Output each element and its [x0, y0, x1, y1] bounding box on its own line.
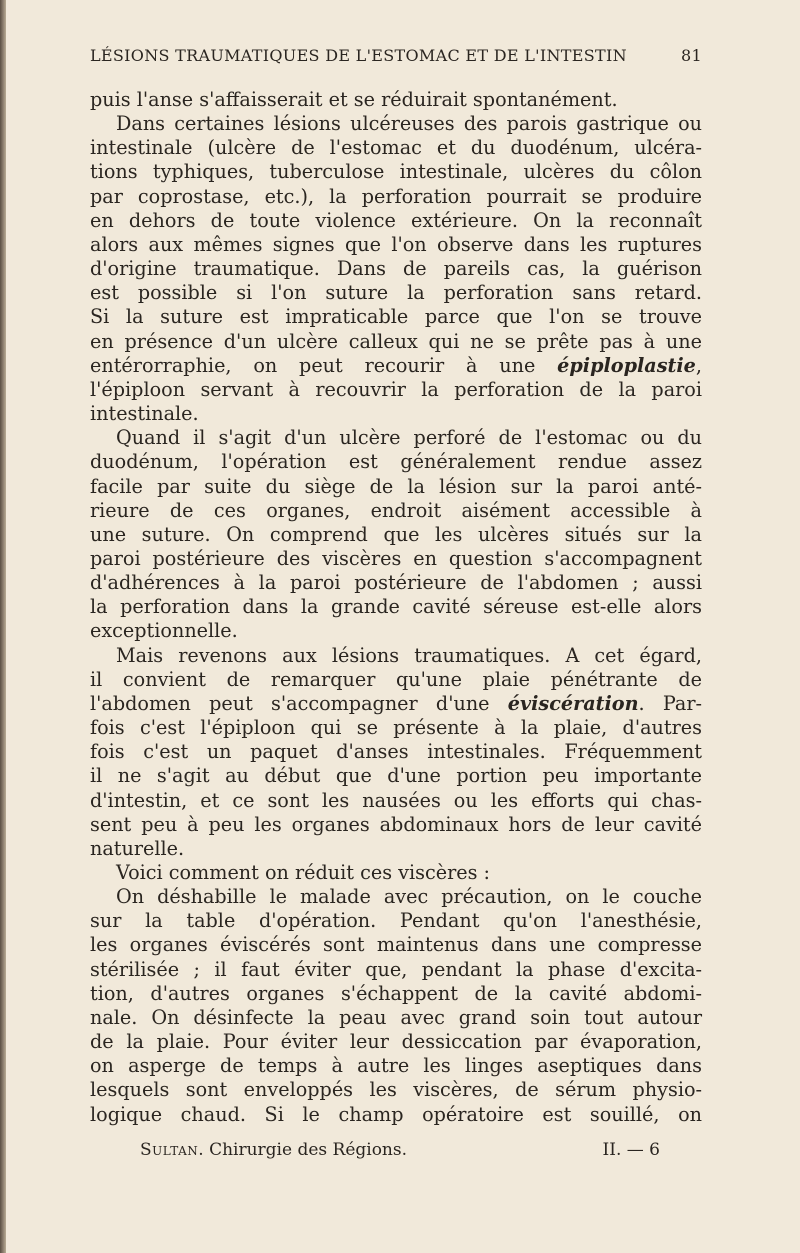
footer-signature: II. — 6	[602, 1140, 660, 1160]
text-line: paroi postérieure des viscères en question s'accompagnent	[90, 546, 702, 570]
text-line: fois c'est un paquet d'anses intestinales. Fréquemment	[90, 740, 702, 764]
text-line: d'origine traumatique. Dans de pareils cas, la guérison	[90, 257, 702, 281]
paragraph	[90, 88, 702, 112]
text-line: on asperge de temps à autre les linges aseptiques dans	[90, 1054, 702, 1078]
emphasized-term: épiploplastie	[557, 353, 696, 377]
text-line: fois c'est l'épiploon qui se présente à la plaie, d'autres	[90, 716, 702, 740]
page-binding-edge	[0, 0, 6, 1253]
text-line: une suture. On comprend que les ulcères situés sur la	[90, 522, 702, 546]
text-line: d'adhérences à la paroi postérieure de l'abdomen ; aussi	[90, 571, 702, 595]
text-line: intestinale.	[90, 402, 199, 426]
text-line: l'épiploon servant à recouvrir la perforation de la paroi	[90, 377, 702, 401]
text-line: logique chaud. Si le champ opératoire est souillé, on	[90, 1102, 702, 1126]
text-line: il convient de remarquer qu'une plaie pénétrante de	[90, 667, 702, 691]
text-line: Si la suture est impraticable parce que l'on se trouve	[90, 305, 702, 329]
footer-citation	[140, 1140, 407, 1160]
text-line: l'abdomen peut s'accompagner d'une éviscération. Par-	[90, 691, 703, 715]
emphasized-term: éviscération	[507, 691, 639, 715]
text-line: duodénum, l'opération est généralement rendue assez	[90, 450, 702, 474]
text-line: en présence d'un ulcère calleux qui ne se prête pas à une	[90, 329, 702, 353]
text-line: en dehors de toute violence extérieure. On la reconnaît	[90, 208, 702, 232]
text-line: facile par suite du siège de la lésion sur la paroi anté-	[90, 474, 702, 498]
text-line: tions typhiques, tuberculose intestinale, ulcères du côlon	[90, 160, 702, 184]
text-line: nale. On désinfecte la peau avec grand soin tout autour	[90, 1005, 702, 1029]
page-footer	[140, 1140, 660, 1160]
paragraph	[90, 885, 702, 1127]
text-line: par coprostase, etc.), la perforation pourrait se produire	[90, 184, 702, 208]
text-line: Voici comment on réduit ces viscères :	[116, 861, 491, 884]
paragraph	[90, 861, 702, 885]
text-line: alors aux mêmes signes que l'on observe dans les ruptures	[90, 232, 702, 256]
running-header	[90, 46, 702, 65]
text-line: est possible si l'on suture la perforation sans retard.	[90, 281, 702, 305]
text-line: lesquels sont enveloppés les viscères, de sérum physio-	[90, 1078, 702, 1102]
running-title: LÉSIONS TRAUMATIQUES DE L'ESTOMAC ET DE L'INTESTIN	[90, 46, 627, 65]
text-line: On déshabille le malade avec précaution, on le couche	[116, 885, 702, 909]
text-line: la perforation dans la grande cavité séreuse est-elle alors	[90, 595, 702, 619]
text-line: sent peu à peu les organes abdominaux hors de leur cavité	[90, 812, 702, 836]
text-line: sur la table d'opération. Pendant qu'on l'anesthésie,	[90, 909, 702, 933]
text-line: tion, d'autres organes s'échappent de la cavité abdomi-	[90, 981, 702, 1005]
footer-author: Sultan	[140, 1140, 199, 1160]
text-line: naturelle.	[90, 836, 185, 860]
text-line: les organes éviscérés sont maintenus dans une compresse	[90, 933, 702, 957]
text-line: Quand il s'agit d'un ulcère perforé de l'estomac ou du	[116, 426, 702, 450]
text-line: entérorraphie, on peut recourir à une épiploplastie,	[90, 353, 702, 377]
text-line: d'intestin, et ce sont les nausées ou les efforts qui chas-	[90, 788, 702, 812]
page-number: 81	[681, 46, 702, 65]
paragraph	[90, 112, 702, 426]
text-line: stérilisée ; il faut éviter que, pendant la phase d'excita-	[90, 957, 702, 981]
paragraph	[90, 426, 702, 643]
body-text	[90, 88, 702, 1127]
text-line: intestinale (ulcère de l'estomac et du duodénum, ulcéra-	[90, 136, 702, 160]
text-line: exceptionnelle.	[90, 619, 238, 643]
text-line: il ne s'agit au début que d'une portion peu importante	[90, 764, 702, 788]
text-line: Mais revenons aux lésions traumatiques. A cet égard,	[116, 643, 702, 667]
paragraph	[90, 644, 702, 861]
text-line: Dans certaines lésions ulcéreuses des parois gastrique ou	[116, 112, 702, 136]
text-line: de la plaie. Pour éviter leur dessiccation par évaporation,	[90, 1030, 702, 1054]
text-line: puis l'anse s'affaisserait et se réduirait spontanément.	[90, 88, 618, 111]
footer-book-title: . Chirurgie des Régions.	[198, 1140, 408, 1160]
text-line: rieure de ces organes, endroit aisément accessible à	[90, 498, 702, 522]
